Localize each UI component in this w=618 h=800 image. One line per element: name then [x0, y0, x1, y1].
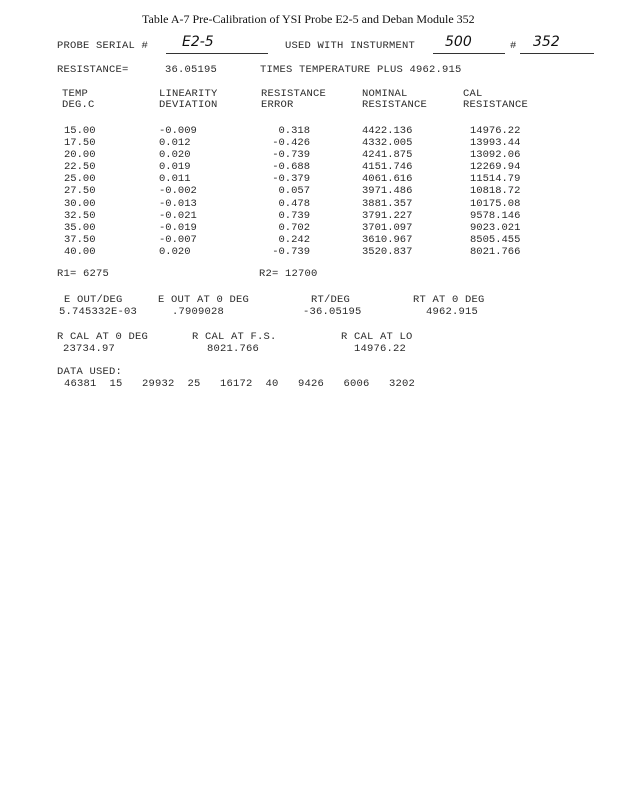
nominal-cell: 3701.097 — [362, 221, 413, 234]
instrument-value: 500 — [445, 34, 472, 50]
temp-cell: 35.00 — [64, 221, 96, 234]
rt-zero-value: 4962.915 — [426, 306, 479, 318]
eout-deg-value: 5.745332E-03 — [59, 306, 138, 318]
cal-cell: 13993.44 — [470, 137, 521, 150]
module-value: 352 — [533, 34, 560, 50]
nominal-column — [362, 125, 412, 258]
nominal-cell: 4422.136 — [362, 125, 413, 137]
rt-deg-value: -36.05195 — [303, 306, 362, 318]
linearity-column — [159, 125, 197, 258]
nominal-cell: 3520.837 — [362, 245, 413, 258]
nominal-cell: 3971.486 — [362, 185, 413, 198]
probe-serial-label: PROBE SERIAL # — [57, 40, 149, 52]
header-linearity-line2: DEVIATION — [159, 99, 218, 111]
error-cell: 0.478 — [278, 197, 310, 210]
r1-value: R1= 6275 — [57, 268, 110, 280]
linearity-cell: 0.019 — [159, 161, 191, 174]
nominal-cell: 4241.875 — [362, 149, 413, 162]
error-cell: 0.242 — [278, 233, 310, 246]
linearity-cell: 0.020 — [159, 149, 191, 162]
linearity-cell: -0.007 — [159, 233, 197, 246]
data-used-label: DATA USED: — [57, 366, 123, 378]
error-cell: -0.426 — [272, 137, 310, 150]
error-cell: 0.318 — [278, 125, 310, 137]
cal-cell: 10818.72 — [470, 185, 521, 198]
cal-cell: 14976.22 — [470, 125, 521, 137]
temp-cell: 37.50 — [64, 233, 96, 246]
header-nominal-line2: RESISTANCE — [362, 99, 428, 111]
eout-zero-label: E OUT AT 0 DEG — [158, 294, 250, 306]
temp-cell: 20.00 — [64, 149, 96, 162]
nominal-cell: 4151.746 — [362, 161, 413, 174]
cal-cell: 12269.94 — [470, 161, 521, 174]
eout-zero-value: .7909028 — [172, 306, 225, 318]
error-cell: -0.739 — [272, 149, 310, 162]
temp-cell: 27.50 — [64, 185, 96, 198]
module-underline — [520, 53, 594, 54]
linearity-cell: -0.009 — [159, 125, 197, 137]
cal-cell: 9578.146 — [470, 209, 521, 222]
probe-serial-value: E2-5 — [182, 34, 214, 50]
rcal-fs-label: R CAL AT F.S. — [192, 331, 277, 343]
rcal-zero-value: 23734.97 — [63, 343, 116, 355]
temp-cell: 22.50 — [64, 161, 96, 174]
rcal-fs-value: 8021.766 — [207, 343, 260, 355]
error-cell: -0.379 — [272, 173, 310, 186]
rt-deg-label: RT/DEG — [311, 294, 351, 306]
rcal-zero-label: R CAL AT 0 DEG — [57, 331, 149, 343]
linearity-cell: 0.011 — [159, 173, 191, 186]
linearity-cell: -0.002 — [159, 185, 197, 198]
header-temp-line1: TEMP — [62, 88, 89, 100]
header-cal-line1: CAL — [463, 88, 483, 100]
resistance-value: 36.05195 — [165, 64, 218, 76]
resistance-equation-text: TIMES TEMPERATURE PLUS 4962.915 — [260, 64, 462, 76]
linearity-cell: 0.012 — [159, 137, 191, 150]
cal-cell: 9023.021 — [470, 221, 521, 234]
error-cell: -0.688 — [272, 161, 310, 174]
header-temp-line2: DEG.C — [62, 99, 95, 111]
cal-cell: 13092.06 — [470, 149, 521, 162]
temp-cell: 30.00 — [64, 197, 96, 210]
eout-deg-label: E OUT/DEG — [64, 294, 123, 306]
error-cell: 0.057 — [278, 185, 310, 198]
error-cell: 0.702 — [278, 221, 310, 234]
linearity-cell: -0.013 — [159, 197, 197, 210]
instrument-underline — [433, 53, 505, 54]
cal-column — [470, 125, 520, 258]
hash-label: # — [510, 40, 517, 52]
page-title: Table A-7 Pre-Calibration of YSI Probe E2-5 and Deban Module 352 — [142, 12, 475, 26]
temp-cell: 25.00 — [64, 173, 96, 186]
nominal-cell: 4332.005 — [362, 137, 413, 150]
nominal-cell: 3881.357 — [362, 197, 413, 210]
nominal-cell: 4061.616 — [362, 173, 413, 186]
linearity-cell: 0.020 — [159, 245, 191, 258]
probe-serial-underline — [166, 53, 268, 54]
cal-cell: 11514.79 — [470, 173, 521, 186]
resistance-label: RESISTANCE= — [57, 64, 129, 76]
nominal-cell: 3791.227 — [362, 209, 413, 222]
header-linearity-line1: LINEARITY — [159, 88, 218, 100]
r2-value: R2= 12700 — [259, 268, 318, 280]
data-used-values: 46381 15 29932 25 16172 40 9426 6006 3202 — [64, 378, 416, 390]
rt-zero-label: RT AT 0 DEG — [413, 294, 485, 306]
linearity-cell: -0.021 — [159, 209, 197, 222]
temp-cell: 15.00 — [64, 125, 96, 137]
header-cal-line2: RESISTANCE — [463, 99, 529, 111]
header-error-line2: ERROR — [261, 99, 294, 111]
rcal-lo-value: 14976.22 — [354, 343, 407, 355]
error-column — [255, 125, 310, 258]
error-cell: -0.739 — [272, 245, 310, 258]
temp-cell: 32.50 — [64, 209, 96, 222]
nominal-cell: 3610.967 — [362, 233, 413, 246]
temp-column — [64, 125, 96, 258]
temp-cell: 17.50 — [64, 137, 96, 150]
header-error-line1: RESISTANCE — [261, 88, 327, 100]
cal-cell: 8021.766 — [470, 245, 521, 258]
rcal-lo-label: R CAL AT LO — [341, 331, 413, 343]
error-cell: 0.739 — [278, 209, 310, 222]
cal-cell: 8505.455 — [470, 233, 521, 246]
linearity-cell: -0.019 — [159, 221, 197, 234]
temp-cell: 40.00 — [64, 245, 96, 258]
instrument-label: USED WITH INSTURMENT — [285, 40, 416, 52]
cal-cell: 10175.08 — [470, 197, 521, 210]
header-nominal-line1: NOMINAL — [362, 88, 408, 100]
